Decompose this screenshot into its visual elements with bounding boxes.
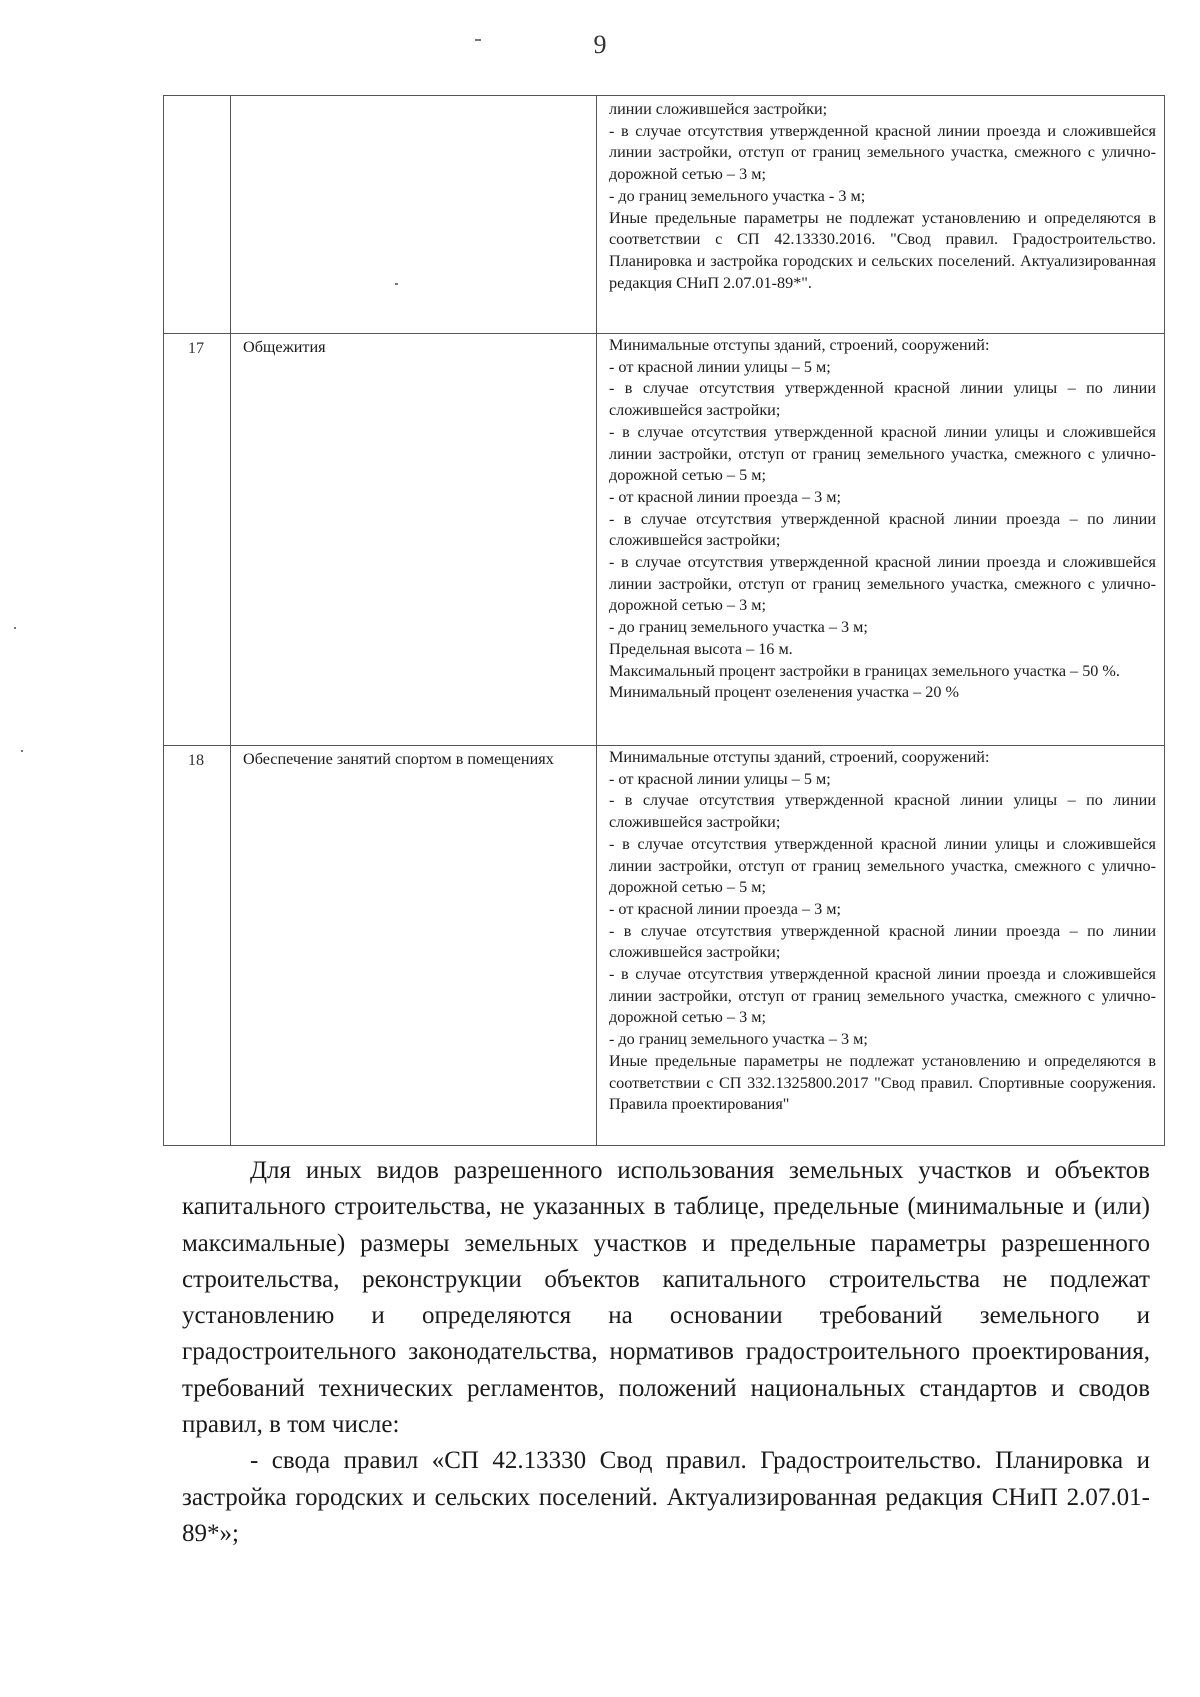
parameter-line: - до границ земельного участка - 3 м; bbox=[609, 186, 866, 205]
table-row-continued bbox=[164, 96, 1165, 334]
parameter-line: - в случае отсутствия утвержденной красной линии проезда и сложившейся линии застройки, отступ от границ земельного участка, смежного с улично-дорожной сетью – 3 м; bbox=[609, 965, 1156, 1027]
land-use-type bbox=[231, 96, 597, 334]
parameter-line: Предельная высота – 16 м. bbox=[609, 639, 793, 658]
parameters-cell bbox=[597, 96, 1165, 334]
parameter-line: Минимальные отступы зданий, строений, сооружений: bbox=[609, 336, 990, 354]
land-use-type: Общежития bbox=[231, 334, 597, 746]
scan-speck bbox=[21, 750, 23, 752]
parameter-line: - в случае отсутствия утвержденной красной линии улицы и сложившейся линии застройки, отступ от границ земельного участка, смежного с улично-дорожной сетью – 5 м; bbox=[609, 834, 1156, 897]
row-number bbox=[164, 96, 231, 334]
parameter-line: Максимальный процент застройки в границах земельного участка – 50 %. bbox=[609, 661, 1120, 680]
parameters-cell bbox=[597, 334, 1165, 746]
parameter-line: - в случае отсутствия утвержденной красной линии проезда и сложившейся линии застройки, отступ от границ земельного участка, смежного с улично-дорожной сетью – 3 м; bbox=[609, 553, 1156, 615]
parameter-line: - до границ земельного участка – 3 м; bbox=[609, 1030, 868, 1049]
table-row-18 bbox=[164, 746, 1165, 1146]
parameter-line: - в случае отсутствия утвержденной красной линии проезда – по линии сложившейся застройки; bbox=[609, 921, 1156, 962]
parameter-line: Иные предельные параметры не подлежат установлению и определяются в соответствии с СП 332.1325800.2017 "Свод правил. Спортивные сооружения. Правила проектирования" bbox=[609, 1051, 1156, 1114]
land-use-type: Обеспечение занятий спортом в помещениях bbox=[231, 746, 597, 1146]
table-row-17 bbox=[164, 334, 1165, 746]
parameter-line: - в случае отсутствия утвержденной красной линии улицы – по линии сложившейся застройки; bbox=[609, 379, 1156, 420]
parameter-line: Минимальный процент озеленения участка – 20 % bbox=[609, 683, 960, 702]
row-number: 18 bbox=[164, 746, 231, 1146]
parameter-line: линии сложившейся застройки; bbox=[609, 100, 828, 118]
parameter-line: - от красной линии улицы – 5 м; bbox=[609, 769, 831, 788]
body-paragraph: Для иных видов разрешенного использования земельных участков и объектов капитального строительства, не указанных в таблице, предельные (минимальные и (или) максимальные) размеры земельных участков и предельные параметры разрешенного строительства, реконструкции объектов капитального строительства не подлежат установлению и определяются на основании требований земельного и градостроительного законодательства, нормативов градостроительного проектирования, требований технических регламентов, положений национальных стандартов и сводов правил, в том числе: bbox=[182, 1157, 1150, 1439]
parameter-line: - до границ земельного участка – 3 м; bbox=[609, 618, 868, 637]
scan-speck bbox=[475, 39, 481, 41]
parameter-line: Иные предельные параметры не подлежат установлению и определяются в соответствии с СП 42.13330.2016. "Свод правил. Градостроительство. Планировка и застройка городских и сельских поселений. Актуализированная редакция СНиП 2.07.01-89*". bbox=[609, 208, 1156, 292]
parameter-line: - в случае отсутствия утвержденной красной линии улицы и сложившейся линии застройки, отступ от границ земельного участка, смежного с улично-дорожной сетью – 5 м; bbox=[609, 422, 1156, 485]
parameter-line: Минимальные отступы зданий, строений, сооружений: bbox=[609, 748, 990, 766]
row-number: 17 bbox=[164, 334, 231, 746]
parameter-line: - в случае отсутствия утвержденной красной линии проезда и сложившейся линии застройки, отступ от границ земельного участка, смежного с улично-дорожной сетью – 3 м; bbox=[609, 121, 1156, 184]
regulations-table bbox=[163, 95, 1165, 1146]
parameter-line: - в случае отсутствия утвержденной красной линии проезда – по линии сложившейся застройки; bbox=[609, 509, 1156, 550]
list-item: - свода правил «СП 42.13330 Свод правил. Градостроительство. Планировка и застройка городских и сельских поселений. Актуализированная редакция СНиП 2.07.01-89*»; bbox=[182, 1447, 1150, 1547]
parameter-line: - в случае отсутствия утвержденной красной линии улицы – по линии сложившейся застройки; bbox=[609, 791, 1156, 832]
parameters-cell bbox=[597, 746, 1165, 1146]
parameter-line: - от красной линии проезда – 3 м; bbox=[609, 487, 842, 506]
page-number: 9 bbox=[593, 30, 607, 59]
scan-speck bbox=[14, 627, 16, 629]
parameter-line: - от красной линии проезда – 3 м; bbox=[609, 899, 842, 918]
body-text bbox=[182, 1153, 1150, 1552]
parameter-line: - от красной линии улицы – 5 м; bbox=[609, 357, 831, 376]
